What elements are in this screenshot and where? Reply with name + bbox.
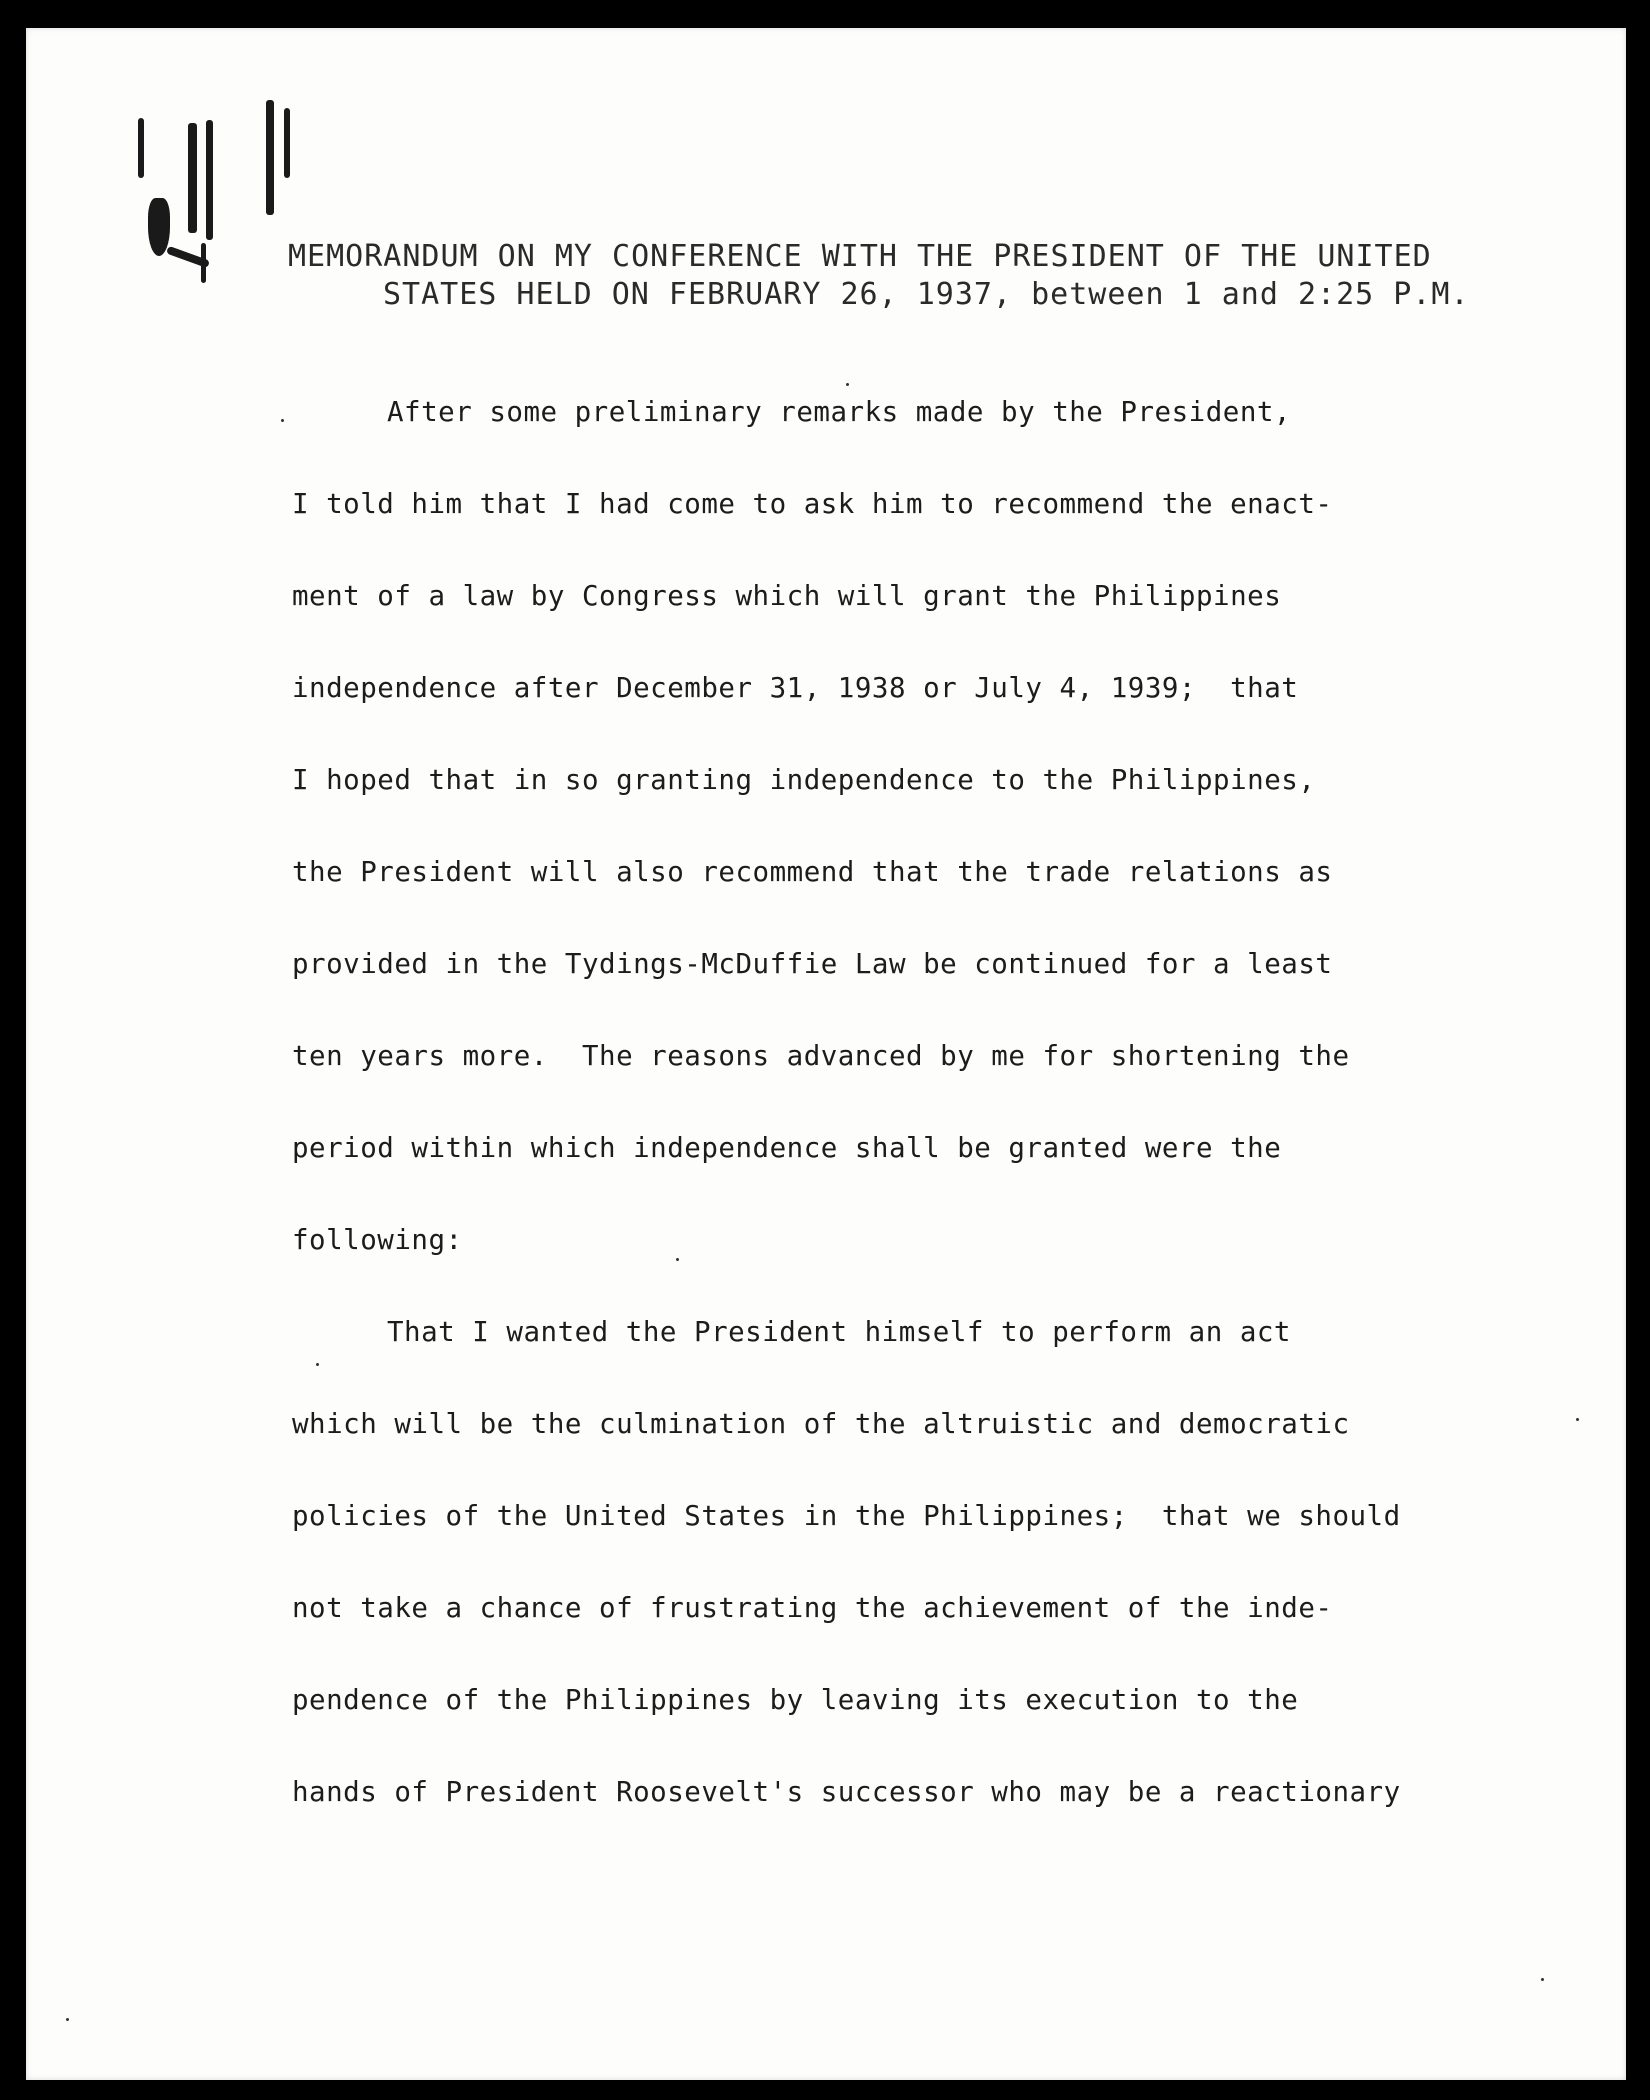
- margin-ink-mark: [266, 100, 274, 215]
- memo-title-line-2: STATES HELD ON FEBRUARY 26, 1937, between 1 and 2:25 P.M.: [383, 277, 1470, 312]
- body-line: I told him that I had come to ask him to recommend the enact-: [292, 488, 1333, 520]
- body-line: which will be the culmination of the altruistic and democratic: [292, 1408, 1350, 1440]
- memo-title-line-1: MEMORANDUM ON MY CONFERENCE WITH THE PRESIDENT OF THE UNITED: [288, 239, 1432, 274]
- paper-speck: [1541, 1978, 1544, 1981]
- body-line: following:: [292, 1224, 463, 1256]
- body-line: I hoped that in so granting independence to the Philippines,: [292, 764, 1316, 796]
- body-line: independence after December 31, 1938 or July 4, 1939; that: [292, 672, 1299, 704]
- memo-title: [288, 238, 1488, 314]
- paper-speck: [66, 2018, 69, 2021]
- body-line: After some preliminary remarks made by the President,: [387, 396, 1291, 428]
- body-line: pendence of the Philippines by leaving its execution to the: [292, 1684, 1299, 1716]
- memo-body: [292, 392, 1542, 1864]
- body-line: hands of President Roosevelt's successor who may be a reactionary: [292, 1776, 1401, 1808]
- margin-ink-mark: [148, 198, 170, 256]
- margin-ink-mark: [138, 118, 144, 178]
- body-line: period within which independence shall be granted were the: [292, 1132, 1282, 1164]
- body-line: That I wanted the President himself to perform an act: [387, 1316, 1291, 1348]
- margin-ink-mark: [206, 120, 213, 240]
- body-line: ment of a law by Congress which will grant the Philippines: [292, 580, 1282, 612]
- body-line: provided in the Tydings-McDuffie Law be continued for a least: [292, 948, 1333, 980]
- paper-speck: [846, 383, 849, 386]
- body-line: ten years more. The reasons advanced by me for shortening the: [292, 1040, 1350, 1072]
- body-line: not take a chance of frustrating the achievement of the inde-: [292, 1592, 1333, 1624]
- margin-ink-mark: [188, 123, 197, 233]
- body-line: policies of the United States in the Philippines; that we should: [292, 1500, 1401, 1532]
- paper-speck: [281, 419, 284, 422]
- margin-ink-mark: [201, 243, 206, 283]
- paper-speck: [1576, 1418, 1579, 1421]
- margin-ink-mark: [284, 108, 290, 178]
- body-line: the President will also recommend that the trade relations as: [292, 856, 1333, 888]
